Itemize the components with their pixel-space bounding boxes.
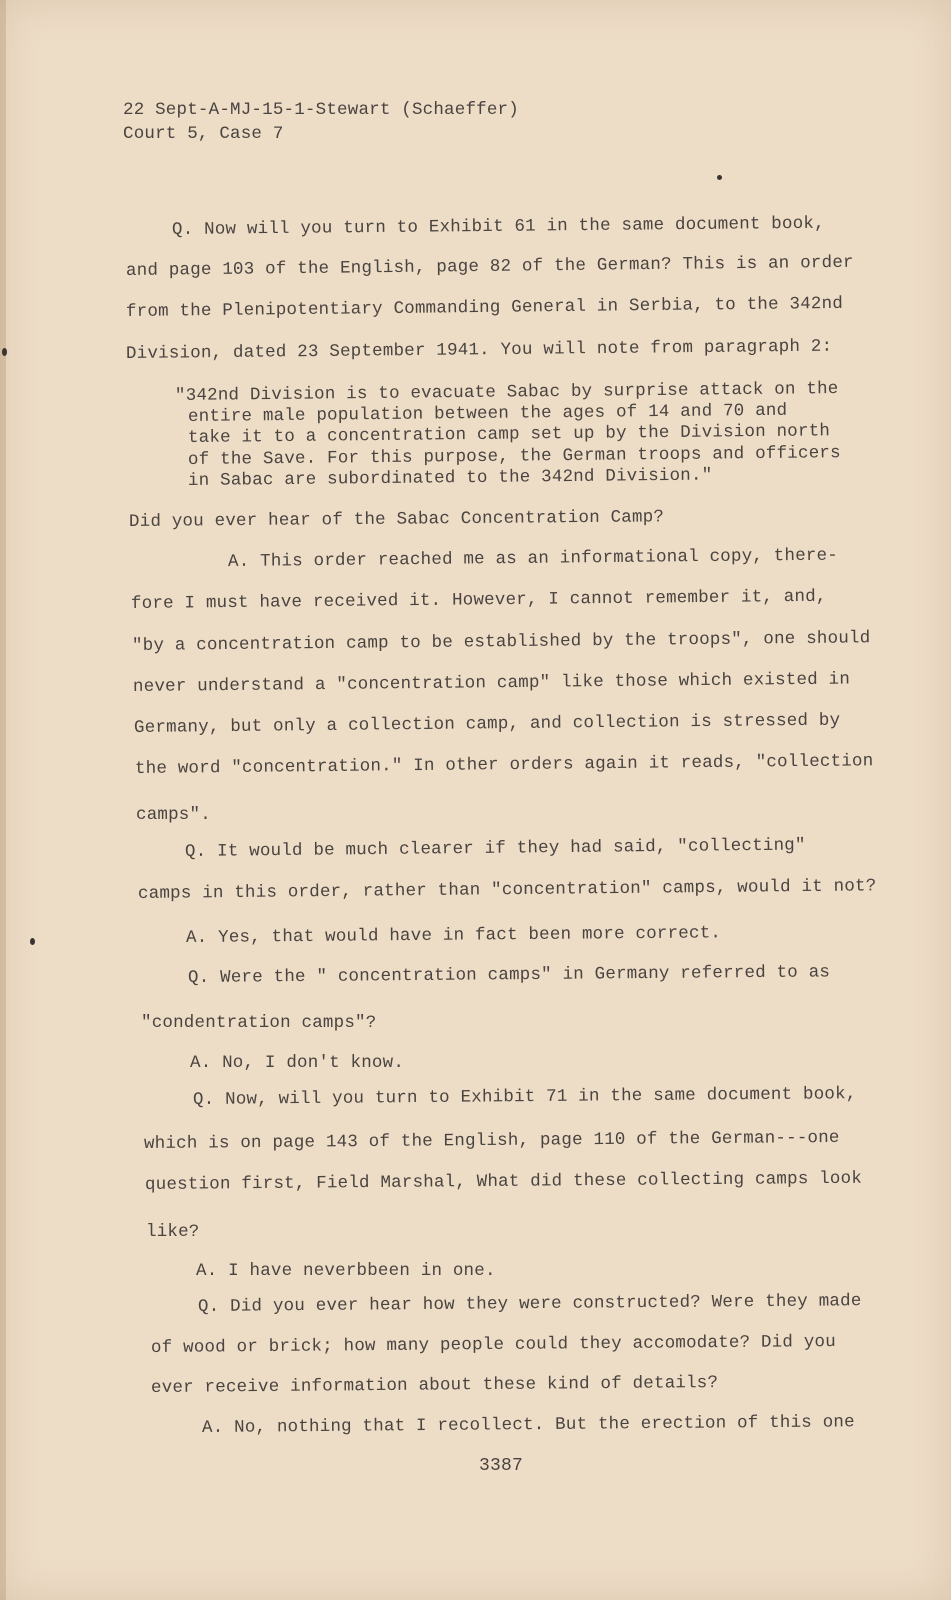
text-line: camps in this order, rather than "concentration" camps, would it not? bbox=[137, 876, 877, 904]
text-line: A. No, nothing that I recollect. But the erection of this one bbox=[201, 1412, 855, 1438]
text-line: A. Yes, that would have in fact been more correct. bbox=[185, 923, 722, 948]
quoted-order-line: in Sabac are subordinated to the 342nd Division." bbox=[187, 465, 713, 491]
text-line: never understand a "concentration camp" like those which existed in bbox=[132, 669, 851, 697]
text-line: A. I have neverbbeen in one. bbox=[196, 1261, 496, 1281]
text-line: fore I must have received it. However, I cannot remember it, and, bbox=[130, 586, 827, 614]
document-header bbox=[123, 98, 519, 146]
text-line: the word "concentration." In other orders again it reads, "collection bbox=[134, 751, 874, 779]
text-line: Q. Now, will you turn to Exhibit 71 in the same document book, bbox=[192, 1084, 857, 1110]
quoted-order-line: entire male population between the ages of 14 and 70 and bbox=[187, 400, 788, 427]
left-edge-fold bbox=[0, 0, 6, 1600]
text-line: question first, Field Marshal, What did these collecting camps look bbox=[144, 1168, 863, 1195]
text-line: and page 103 of the English, page 82 of the German? This is an order bbox=[125, 252, 854, 281]
text-line: Did you ever hear of the Sabac Concentration Camp? bbox=[128, 507, 665, 532]
ink-speck bbox=[2, 348, 7, 356]
quoted-order-line: take it to a concentration camp set up by the Division north bbox=[187, 421, 831, 448]
text-line: "condentration camps"? bbox=[141, 1013, 377, 1033]
text-line: like? bbox=[146, 1222, 200, 1242]
text-line: A. This order reached me as an informational copy, there- bbox=[227, 545, 839, 572]
text-line: Q. It would be much clearer if they had said, "collecting" bbox=[184, 835, 806, 862]
text-line: which is on page 143 of the English, page 110 of the German---one bbox=[143, 1127, 840, 1154]
quoted-order-line: of the Save. For this purpose, the German troops and officers bbox=[187, 443, 841, 470]
text-line: Q. Did you ever hear how they were constructed? Were they made bbox=[197, 1291, 862, 1317]
text-line: A. No, I don't know. bbox=[190, 1053, 405, 1073]
text-line: from the Plenipotentiary Commanding General in Serbia, to the 342nd bbox=[125, 293, 844, 322]
text-line: of wood or brick; how many people could they accomodate? Did you bbox=[150, 1332, 836, 1358]
text-line: Division, dated 23 September 1941. You will note from paragraph 2: bbox=[125, 336, 833, 364]
ink-speck bbox=[30, 938, 35, 945]
page-number: 3387 bbox=[479, 1456, 524, 1476]
text-line: ever receive information about these kind of details? bbox=[150, 1373, 719, 1398]
ink-speck bbox=[717, 175, 722, 180]
quoted-order-line: "342nd Division is to evacuate Sabac by surprise attack on the bbox=[174, 379, 839, 406]
text-line: camps". bbox=[136, 805, 211, 825]
text-line: Q. Now will you turn to Exhibit 61 in the same document book, bbox=[171, 213, 825, 240]
text-line: Germany, but only a collection camp, and collection is stressed by bbox=[133, 710, 841, 738]
header-line-2: Court 5, Case 7 bbox=[123, 124, 284, 144]
text-line: "by a concentration camp to be established by the troops", one should bbox=[131, 628, 871, 656]
text-line: Q. Were the " concentration camps" in Germany referred to as bbox=[187, 962, 831, 988]
header-line-1: 22 Sept-A-MJ-15-1-Stewart (Schaeffer) bbox=[123, 100, 519, 120]
